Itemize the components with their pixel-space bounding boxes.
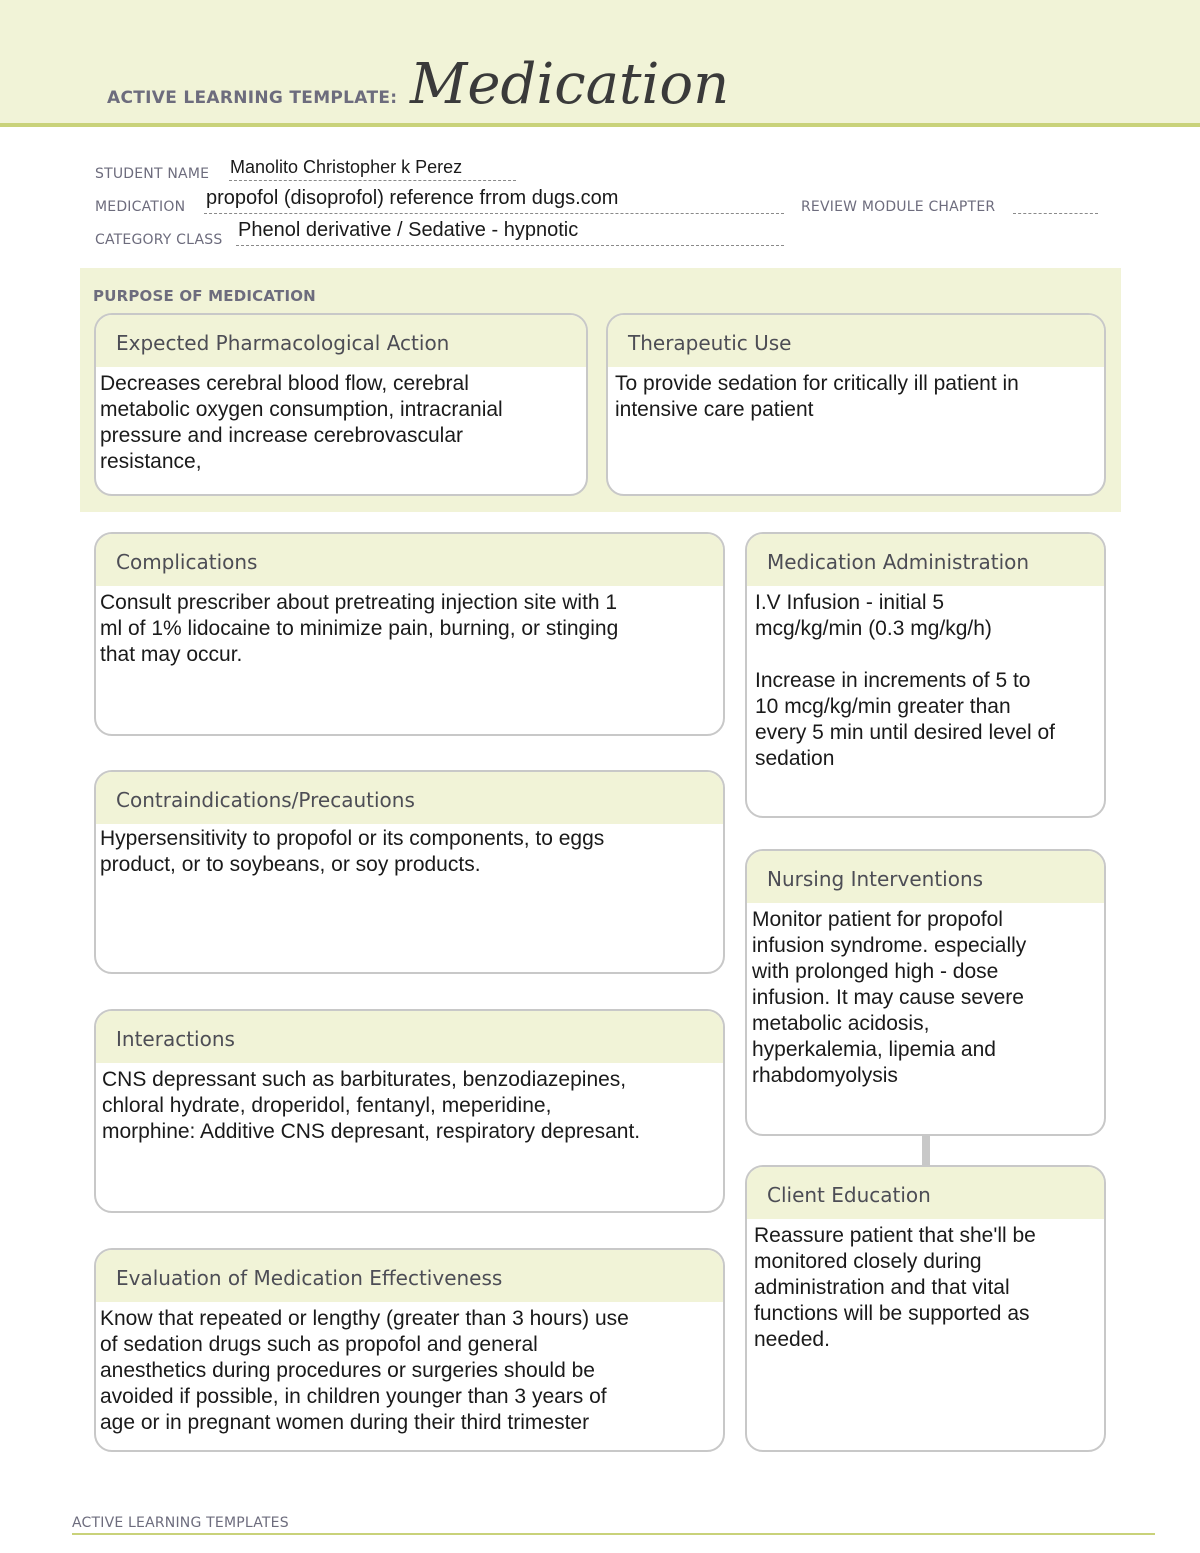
administration-text[interactable]: I.V Infusion - initial 5 mcg/kg/min (0.3 mg/kg/h) Increase in increments of 5 to 10 mcg/kg/min greater than every 5 min until desired level of sedation: [755, 591, 1055, 770]
card-connector: [922, 1136, 930, 1165]
nursing-interventions-title: Nursing Interventions: [747, 851, 1104, 903]
interactions-title: Interactions: [96, 1011, 723, 1063]
nursing-interventions-card: [745, 849, 1106, 1136]
header-divider: [0, 123, 1200, 127]
category-class-line: [236, 245, 784, 246]
interactions-text[interactable]: CNS depressant such as barbiturates, benzodiazepines, chloral hydrate, droperidol, fentanyl, meperidine, morphine: Additive CNS depresant, respiratory depresant.: [102, 1068, 641, 1143]
medication-line: [204, 213, 784, 214]
expected-action-text[interactable]: Decreases cerebral blood flow, cerebral metabolic oxygen consumption, intracranial pressure and increase cerebrovascular resistance,: [100, 372, 503, 473]
expected-action-title: Expected Pharmacological Action: [96, 315, 586, 367]
therapeutic-use-card: [606, 313, 1106, 496]
review-module-label: REVIEW MODULE CHAPTER: [801, 199, 996, 215]
review-module-line: [1013, 213, 1098, 214]
contraindications-card: [94, 770, 725, 974]
purpose-heading: PURPOSE OF MEDICATION: [93, 287, 316, 305]
interactions-card: [94, 1009, 725, 1213]
therapeutic-use-text[interactable]: To provide sedation for critically ill patient in intensive care patient: [615, 372, 1019, 421]
footer-divider: [72, 1533, 1155, 1535]
client-education-card: [745, 1165, 1106, 1452]
administration-title: Medication Administration: [747, 534, 1104, 586]
complications-title: Complications: [96, 534, 723, 586]
complications-text[interactable]: Consult prescriber about pretreating injection site with 1 ml of 1% lidocaine to minimize pain, burning, or stinging that may occur.: [100, 591, 619, 666]
medication-field[interactable]: propofol (disoprofol) reference frrom dugs.com: [206, 187, 619, 209]
template-label: ACTIVE LEARNING TEMPLATE:: [107, 88, 398, 108]
page-title: Medication: [410, 52, 730, 117]
student-name-label: STUDENT NAME: [95, 166, 210, 182]
contraindications-text[interactable]: Hypersensitivity to propofol or its components, to eggs product, or to soybeans, or soy products.: [100, 827, 605, 876]
medication-label: MEDICATION: [95, 199, 186, 215]
category-class-field[interactable]: Phenol derivative / Sedative - hypnotic: [238, 219, 579, 241]
evaluation-title: Evaluation of Medication Effectiveness: [96, 1250, 723, 1302]
therapeutic-use-title: Therapeutic Use: [608, 315, 1104, 367]
administration-card: [745, 532, 1106, 818]
expected-action-card: [94, 313, 588, 496]
contraindications-title: Contraindications/Precautions: [96, 772, 723, 824]
nursing-interventions-text[interactable]: Monitor patient for propofol infusion syndrome. especially with prolonged high - dose infusion. It may cause severe metabolic acidosis, hyperkalemia, lipemia and rhabdomyolysis: [752, 908, 1027, 1087]
client-education-text[interactable]: Reassure patient that she'll be monitored closely during administration and that vital functions will be supported as needed.: [754, 1224, 1036, 1351]
footer-label: ACTIVE LEARNING TEMPLATES: [72, 1515, 289, 1531]
client-education-title: Client Education: [747, 1167, 1104, 1219]
evaluation-card: [94, 1248, 725, 1452]
evaluation-text[interactable]: Know that repeated or lengthy (greater than 3 hours) use of sedation drugs such as propofol and general anesthetics during procedures or surgeries should be avoided if possible, in children younger than 3 years of age or in pregnant women during their third trimester: [100, 1307, 629, 1434]
student-name-field[interactable]: Manolito Christopher k Perez: [230, 157, 463, 177]
complications-card: [94, 532, 725, 736]
category-class-label: CATEGORY CLASS: [95, 232, 223, 248]
student-name-line: [229, 180, 516, 181]
